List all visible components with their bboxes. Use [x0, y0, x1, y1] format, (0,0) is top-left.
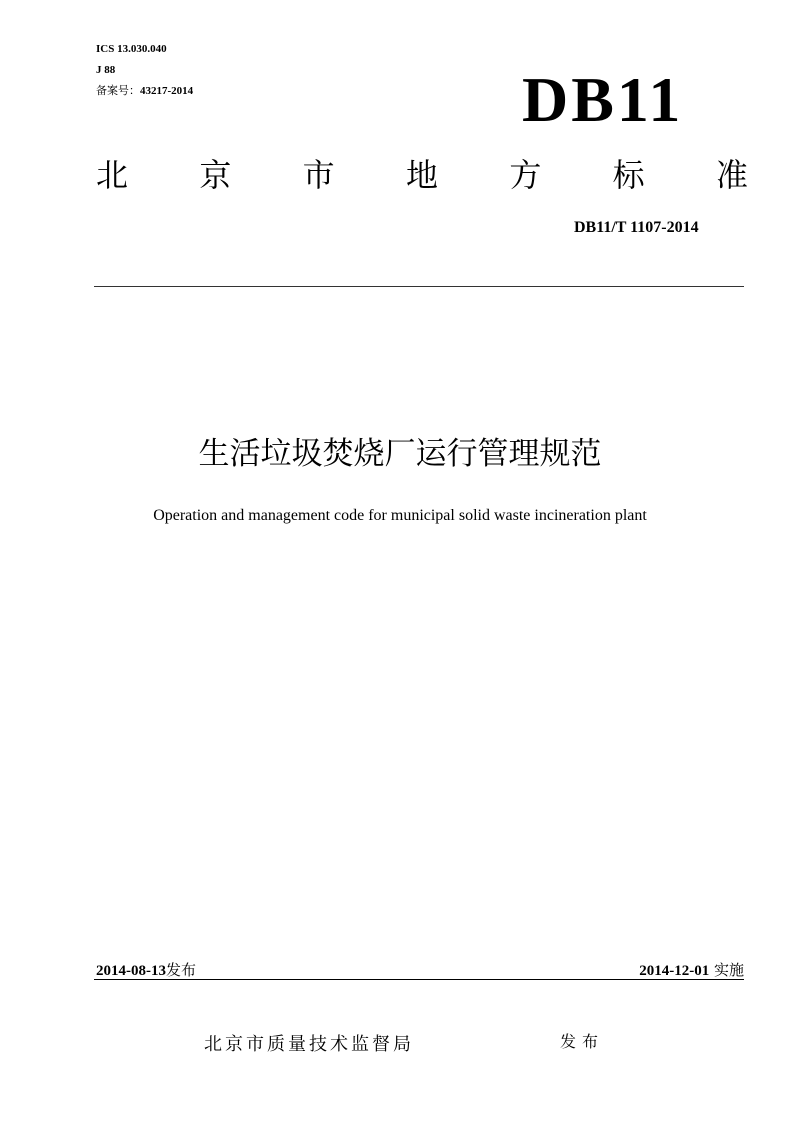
implement-word: 实施 [713, 961, 744, 979]
standard-type-char: 北 [96, 156, 129, 194]
standard-type-heading [96, 153, 748, 197]
record-label: 备案号： [96, 84, 140, 97]
implement-date: 2014-12-01 [639, 963, 710, 979]
footer-divider [94, 979, 744, 980]
title-english: Operation and management code for municipal solid waste incineration plant [153, 507, 647, 524]
issuer-action: 发布 [560, 1032, 605, 1051]
standard-type-char: 标 [612, 156, 645, 194]
implement-date-line [639, 960, 744, 981]
ics-code: ICS 13.030.040 [96, 43, 167, 55]
standard-type-char: 京 [199, 156, 232, 194]
record-number: 43217-2014 [140, 85, 194, 97]
standard-type-char: 地 [405, 156, 438, 194]
publish-word: 发布 [166, 961, 197, 979]
publish-date: 2014-08-13 [96, 963, 166, 979]
record-number-line [96, 84, 193, 98]
issuer-name: 北京市质量技术监督局 [204, 1034, 414, 1055]
header-divider [94, 286, 744, 287]
standard-type-char: 市 [302, 156, 335, 194]
db-code-heading: DB11 [522, 64, 684, 135]
title-chinese: 生活垃圾焚烧厂运行管理规范 [198, 436, 602, 472]
j-code: J 88 [96, 64, 116, 76]
publish-date-line [96, 960, 196, 981]
standard-type-char: 准 [715, 156, 748, 194]
standard-number: DB11/T 1107-2014 [574, 219, 699, 236]
standard-type-char: 方 [509, 156, 542, 194]
